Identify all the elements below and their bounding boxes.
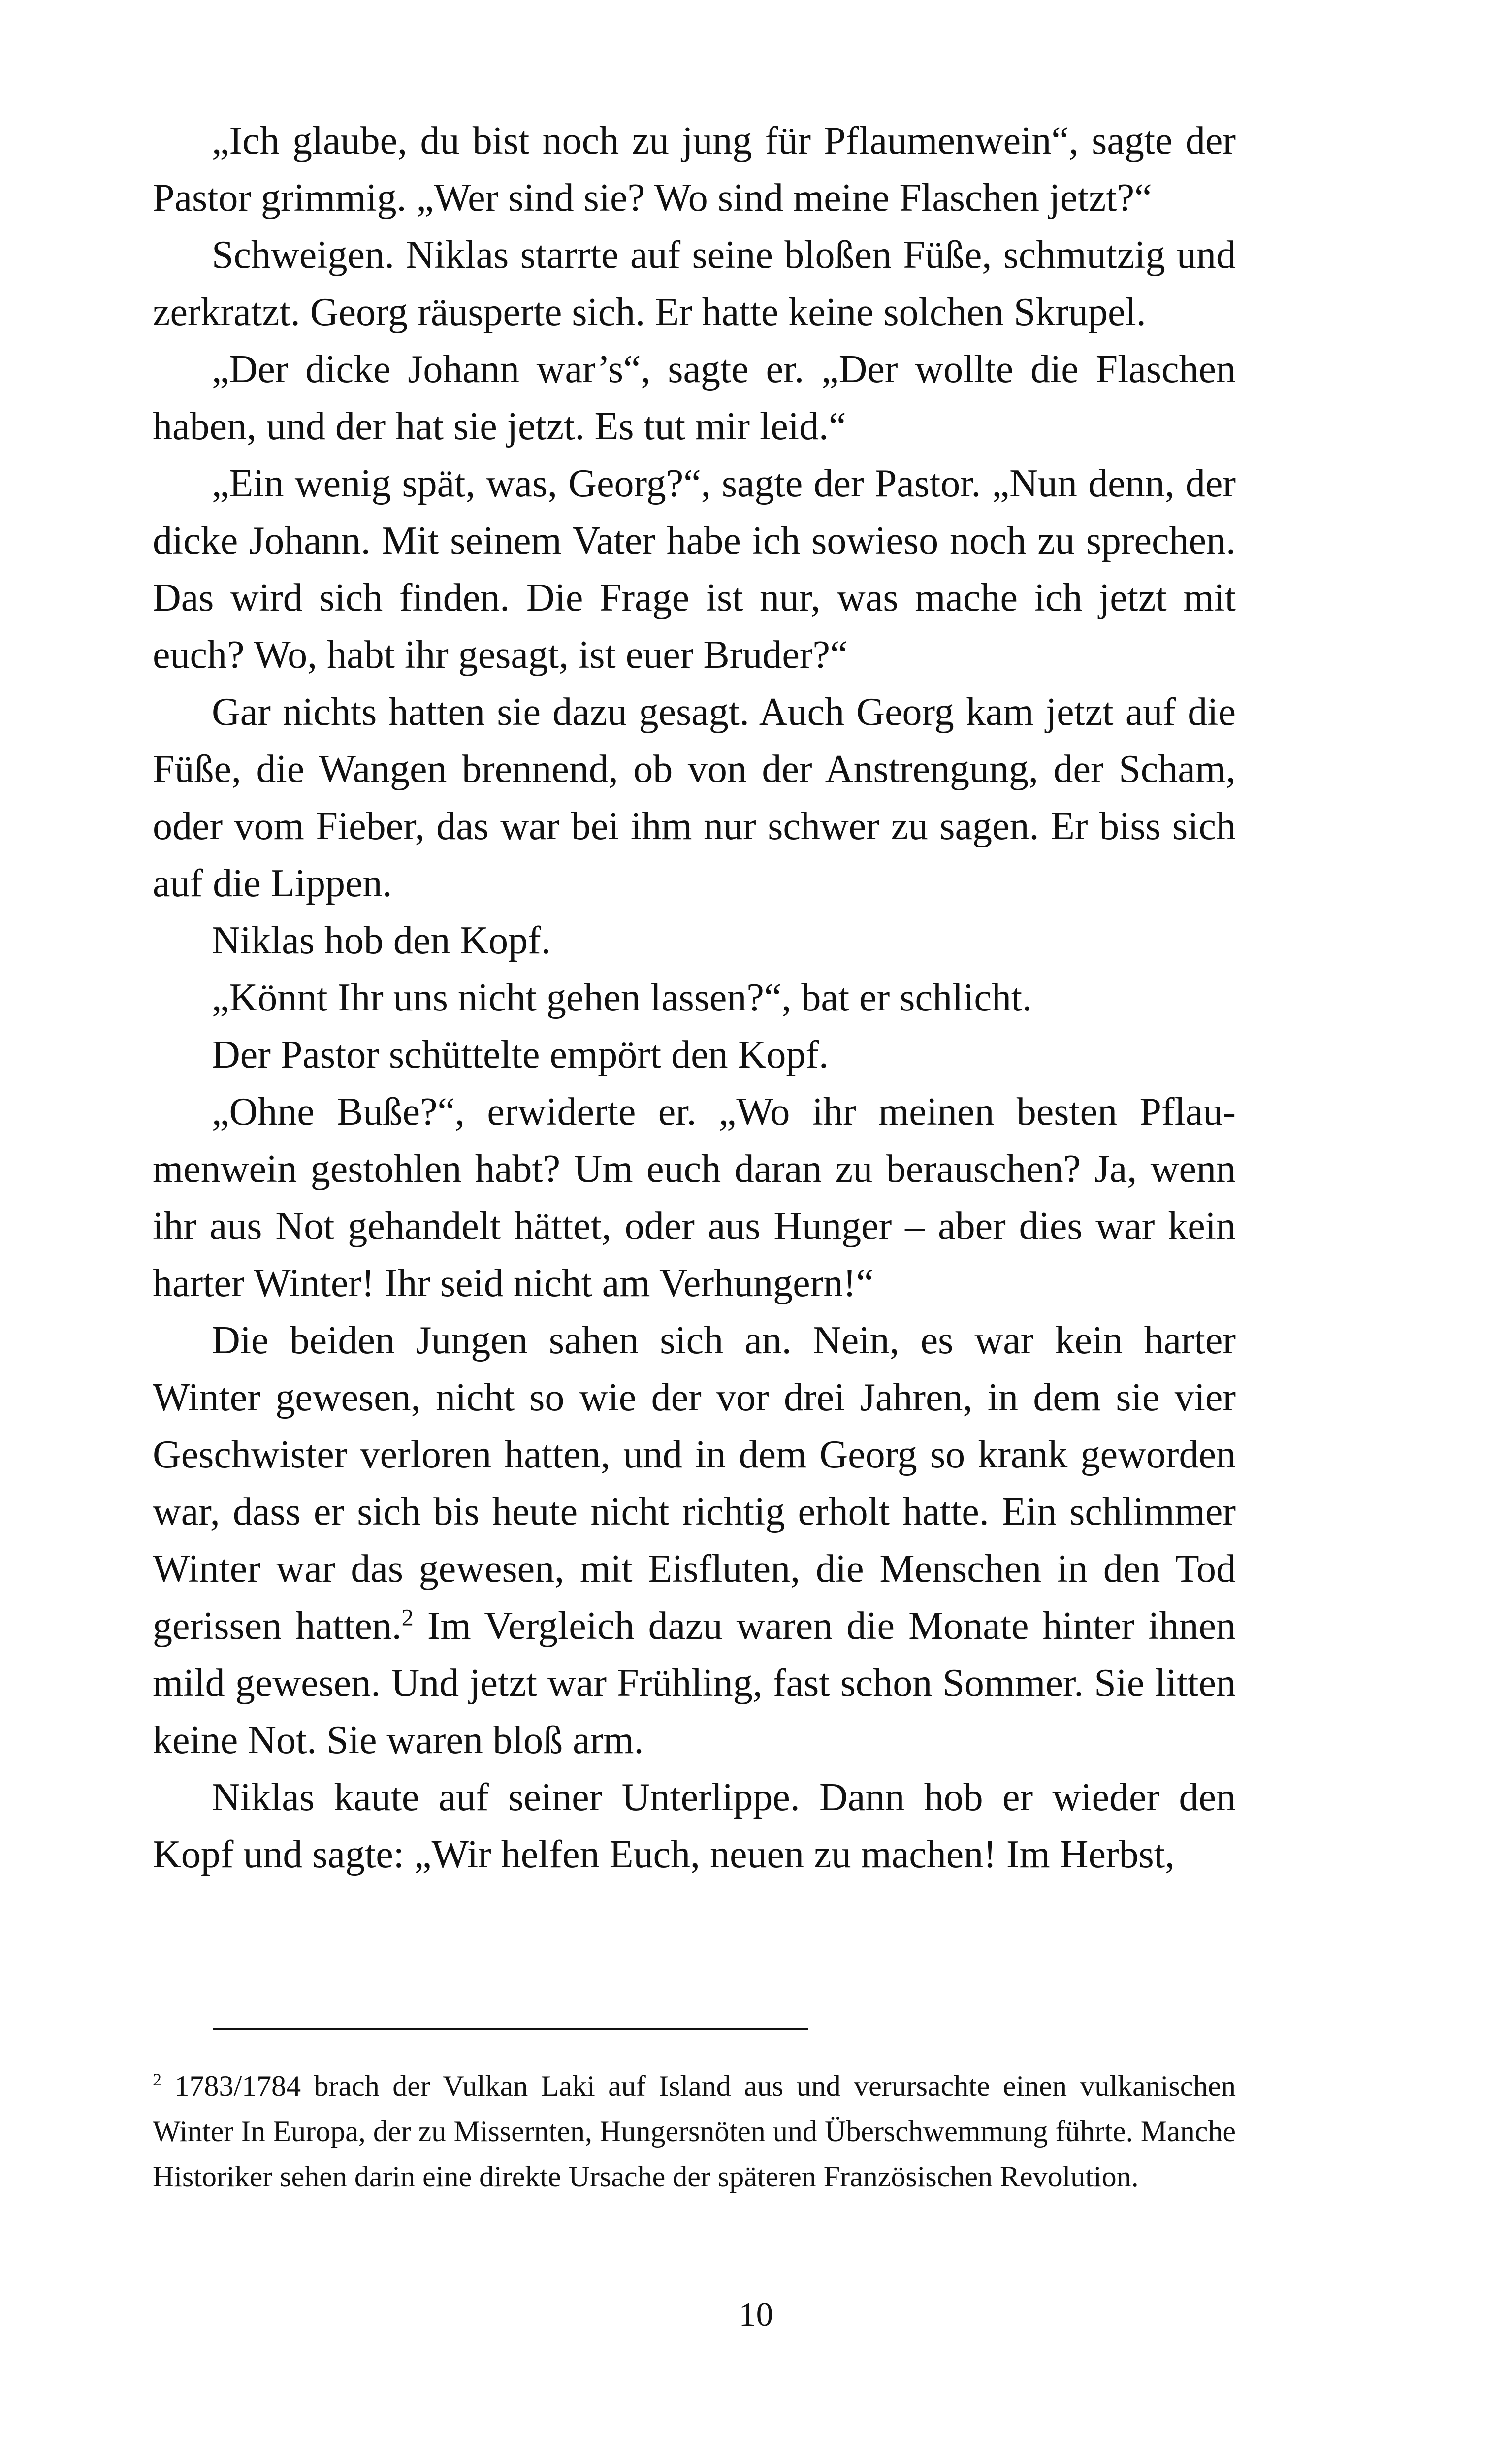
paragraph: „Ein wenig spät, was, Georg?“, sagte der Pastor. „Nun denn, der dicke Johann. Mit seinem Vater habe ich sowieso noch zu sprechen. Das wird sich finden. Die Frage ist nur, was mache ich jetzt mit euch? Wo, habt ihr gesagt, ist euer Bruder?“ — [153, 462, 1236, 677]
footnote-divider — [213, 2028, 808, 2030]
paragraph: Der Pastor schüttelte empört den Kopf. — [212, 1033, 829, 1076]
paragraph: „Der dicke Johann war’s“, sagte er. „Der wollte die Flaschen haben, und der hat sie jetzt. Es tut mir leid.“ — [153, 348, 1236, 448]
paragraph: Gar nichts hatten sie dazu gesagt. Auch Georg kam jetzt auf die Füße, die Wangen brennend, ob von der Anstrengung, der Scham, oder vom Fieber, das war bei ihm nur schwer zu sagen. Er biss sich auf die Lippen. — [153, 690, 1236, 905]
paragraph: Niklas kaute auf seiner Unterlippe. Dann hob er wieder den Kopf und sagte: „Wir helfen Euch, neuen zu machen! Im Herbst, — [153, 1776, 1236, 1876]
paragraph-text: Die beiden Jungen sahen sich an. Nein, es war kein harter Winter gewesen, nicht so wie der vor drei Jahren, in dem sie vier Geschwister verloren hatten, und in dem Georg so krank geworden war, dass er sich bis heute nicht richtig erholt hatte. Ein schlimmer Winter war das gewesen, mit Eisfluten, die Menschen in den Tod gerissen hatten. — [153, 1319, 1236, 1648]
main-text — [153, 112, 1236, 1883]
footnote-marker: 2 — [153, 2070, 161, 2089]
paragraph: Niklas hob den Kopf. — [212, 919, 551, 962]
footnote-reference[interactable]: 2 — [401, 1604, 414, 1631]
footnote — [153, 2063, 1236, 2199]
page-number: 10 — [739, 2296, 773, 2334]
paragraph: „Ohne Buße?“, erwiderte er. „Wo ihr meinen besten Pflaumenwein gestohlen habt? Um euch daran zu berauschen? Ja, wenn ihr aus Not gehandelt hättet, oder aus Hunger – aber dies war kein harter Winter! Ihr seid nicht am Verhungern!“ — [153, 1090, 1236, 1305]
footnote-text — [153, 2063, 1236, 2199]
paragraph: Schweigen. Niklas starrte auf seine bloßen Füße, schmutzig und zerkratzt. Georg räusperte sich. Er hatte keine solchen Skrupel. — [153, 233, 1236, 334]
paragraph-with-footnote — [153, 1312, 1236, 1769]
paragraph: „Ich glaube, du bist noch zu jung für Pflaumenwein“, sagte der Pastor grimmig. „Wer sind sie? Wo sind meine Flaschen jetzt?“ — [153, 119, 1236, 220]
paragraph: „Könnt Ihr uns nicht gehen lassen?“, bat er schlicht. — [212, 976, 1032, 1019]
footnote-body: 1783/1784 brach der Vulkan Laki auf Island aus und verursachte einen vulkanischen Winter In Europa, der zu Missernten, Hungersnöten und Überschwemmung führte. Manche Historiker sehen darin eine direkte Ursache der späteren Französischen Revolution. — [153, 2070, 1236, 2193]
paragraph-text-tail: Im Vergleich dazu waren die Monate hinter ihnen mild gewesen. Und jetzt war Frühling, fast schon Sommer. Sie litten keine Not. Sie waren bloß arm. — [153, 1604, 1236, 1762]
